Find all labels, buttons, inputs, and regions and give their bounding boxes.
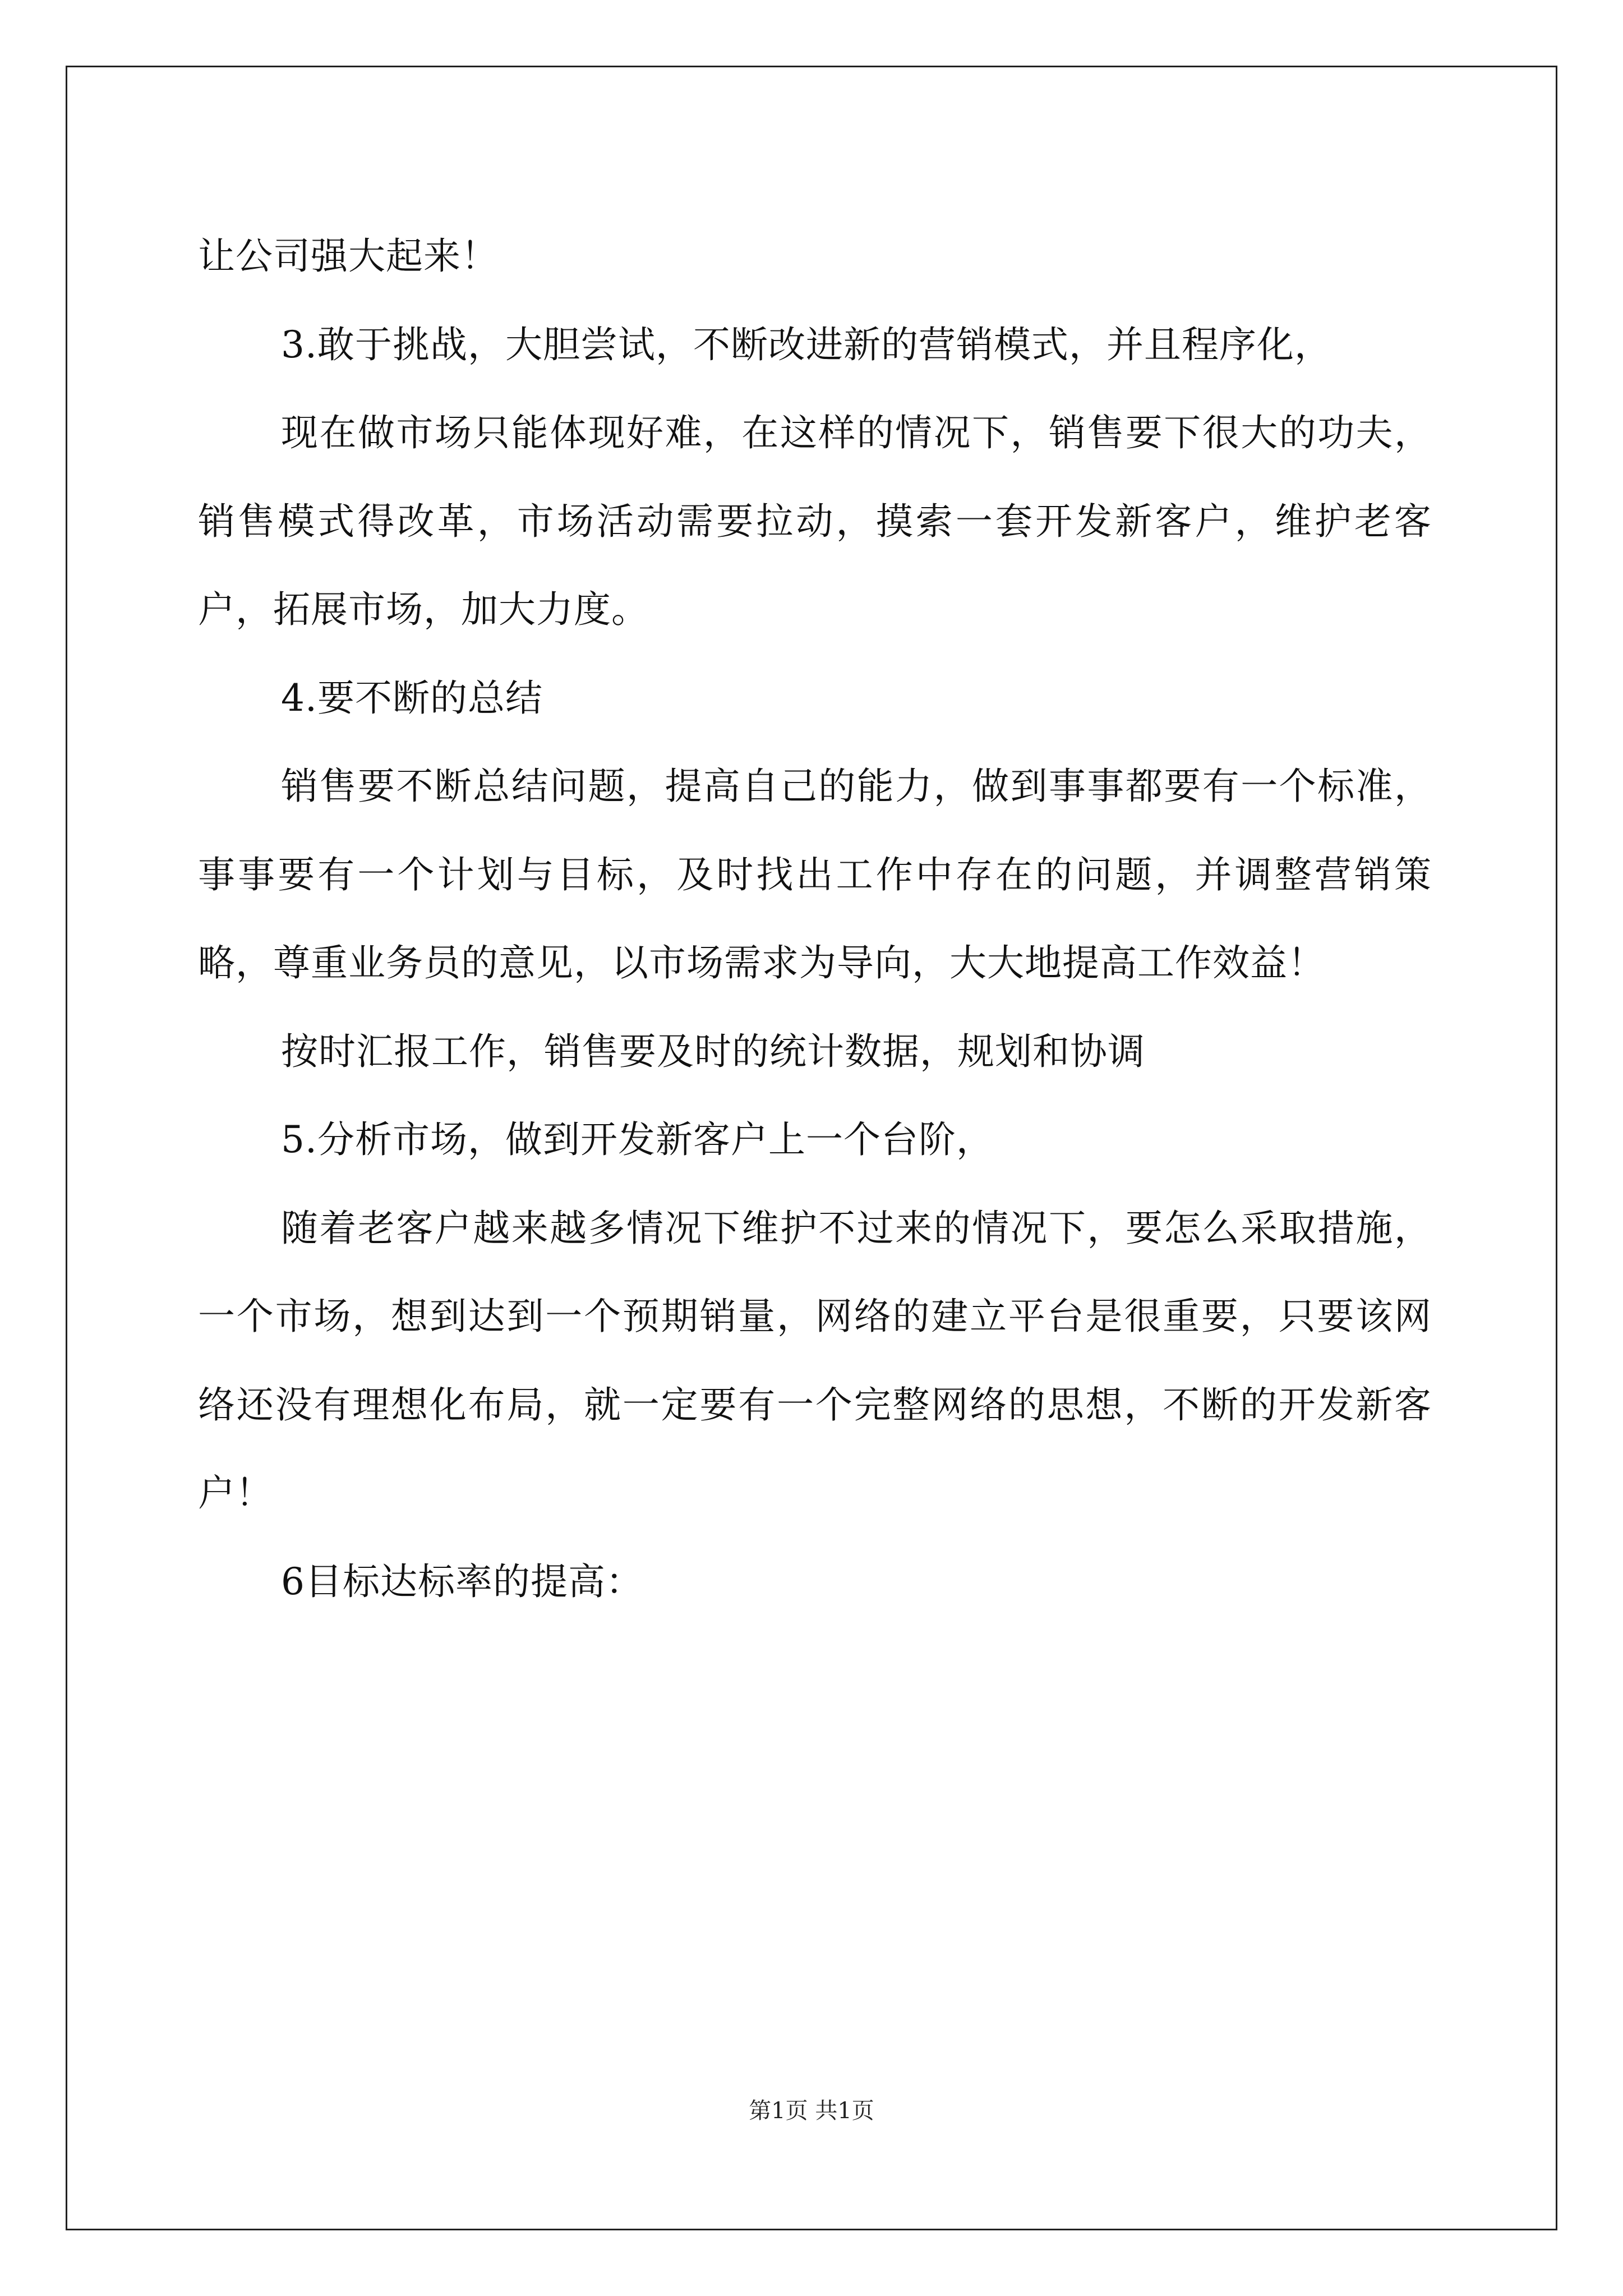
paragraph: 5.分析市场，做到开发新客户上一个台阶， xyxy=(281,1118,994,1161)
document-body xyxy=(198,212,1432,1626)
paragraph: 6目标达标率的提高： xyxy=(281,1559,643,1603)
paragraph: 销售要不断总结问题，提高自己的能力，做到事事都要有一个标准，事事要有一个计划与目标，及时找出工作中存在的问题，并调整营销策略，尊重业务员的意见，以市场需求为导向，大大地提高工作效益！ xyxy=(198,765,1432,984)
paragraph: 按时汇报工作，销售要及时的统计数据，规划和协调 xyxy=(281,1029,1145,1073)
paragraph: 4.要不断的总结 xyxy=(281,676,543,720)
paragraph: 让公司强大起来！ xyxy=(198,234,499,278)
paragraph: 3.敢于挑战，大胆尝试，不断改进新的营销模式，并且程序化， xyxy=(281,323,1332,366)
paragraph: 随着老客户越来越多情况下维护不过来的情况下，要怎么采取措施，一个市场，想到达到一个预期销量，网络的建立平台是很重要，只要该网络还没有理想化布局，就一定要有一个完整网络的思想，不断的开发新客户！ xyxy=(198,1206,1432,1515)
page-number-footer: 第1页 共1页 xyxy=(749,2098,874,2124)
paragraph: 现在做市场只能体现好难，在这样的情况下，销售要下很大的功夫，销售模式得改革，市场活动需要拉动，摸索一套开发新客户，维护老客户，拓展市场，加大力度。 xyxy=(198,411,1432,631)
